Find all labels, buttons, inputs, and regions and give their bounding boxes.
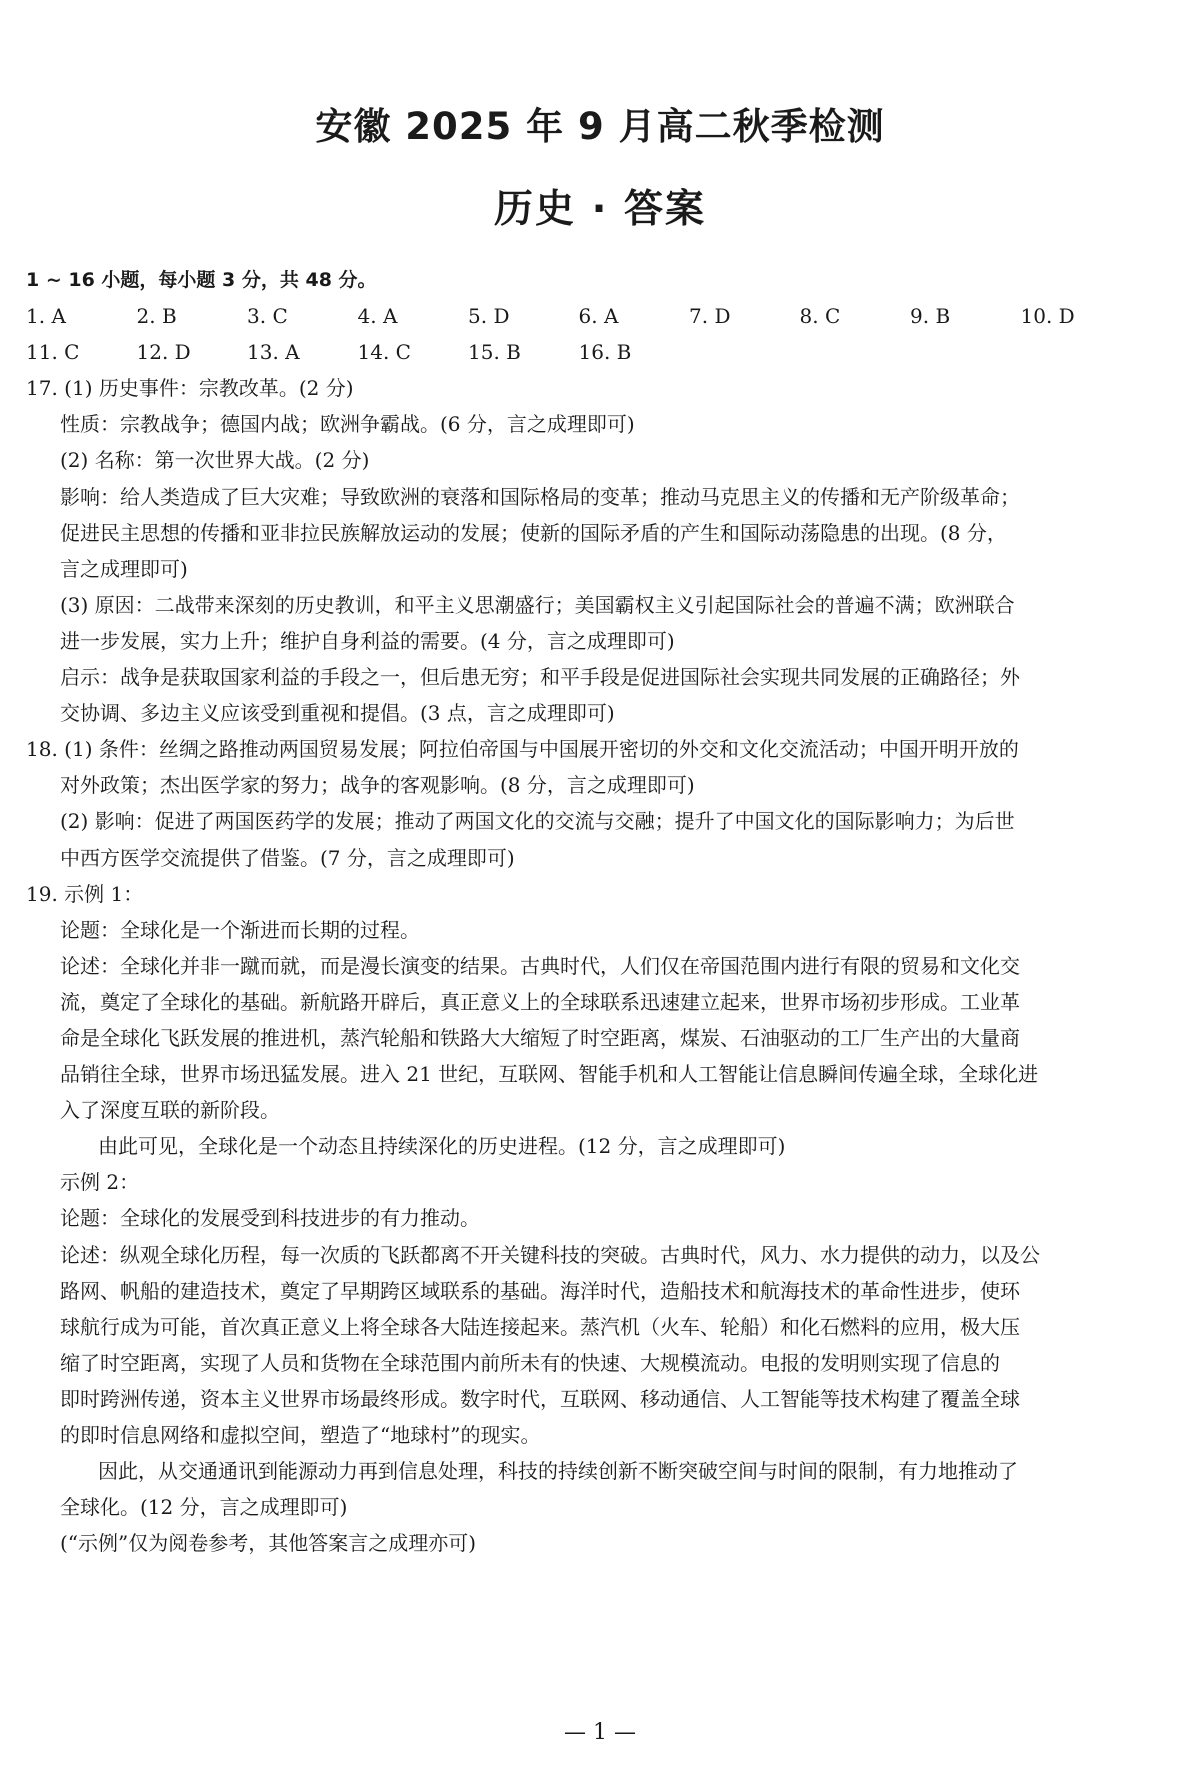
q19-line: 论述：全球化并非一蹴而就，而是漫长演变的结果。古典时代，人们仅在帝国范围内进行有限的贸易和文化交 <box>60 953 1020 978</box>
q18-line: (2) 影响：促进了两国医药学的发展；推动了两国文化的交流与交融；提升了中国文化的国际影响力；为后世 <box>60 809 1015 834</box>
q19-line: 19. 示例 1： <box>26 881 144 906</box>
mc-answer: 4. A <box>357 304 398 329</box>
q19-note: (“示例”仅为阅卷参考，其他答案言之成理亦可) <box>60 1531 477 1556</box>
q19-line: 的即时信息网络和虚拟空间，塑造了“地球村”的现实。 <box>60 1423 541 1447</box>
q19-line: 全球化。(12 分，言之成理即可) <box>60 1495 348 1520</box>
mc-answer: 8. C <box>799 304 841 329</box>
mc-answer: 6. A <box>578 304 619 329</box>
q19-line: 路网、帆船的建造技术，奠定了早期跨区域联系的基础。海洋时代，造船技术和航海技术的革命性进步，使环 <box>60 1278 1020 1303</box>
q17-line: 进一步发展，实力上升；维护自身利益的需要。(4 分，言之成理即可) <box>60 628 675 653</box>
mc-answer: 3. C <box>247 304 288 329</box>
mc-answer-row-2 <box>26 334 1176 370</box>
q17-line: (2) 名称：第一次世界大战。(2 分) <box>60 448 370 473</box>
q18-line: 18. (1) 条件：丝绸之路推动两国贸易发展；阿拉伯帝国与中国展开密切的外交和文化交流活动；中国开明开放的 <box>26 737 1019 762</box>
q19-line: 论题：全球化是一个渐进而长期的过程。 <box>60 917 420 942</box>
mc-answer: 5. D <box>468 304 510 329</box>
mc-answer: 1. A <box>26 304 66 329</box>
q19-line: 命是全球化飞跃发展的推进机，蒸汽轮船和铁路大大缩短了时空距离，煤炭、石油驱动的工厂生产出的大量商 <box>60 1025 1020 1050</box>
page-title: 安徽 2025 年 9 月高二秋季检测 <box>315 105 885 148</box>
q19-line: 由此可见，全球化是一个动态且持续深化的历史进程。(12 分，言之成理即可) <box>98 1134 786 1159</box>
q17-line: 启示：战争是获取国家利益的手段之一，但后患无穷；和平手段是促进国际社会实现共同发展的正确路径；外 <box>60 665 1020 690</box>
mc-instruction: 1 ~ 16 小题，每小题 3 分，共 48 分。 <box>26 269 377 291</box>
q19-line: 示例 2： <box>60 1170 140 1195</box>
page-number: — 1 — <box>564 1720 636 1745</box>
page-subtitle: 历史 · 答案 <box>494 187 706 232</box>
q17-line: 17. (1) 历史事件：宗教改革。(2 分) <box>26 376 354 401</box>
q17-line: 促进民主思想的传播和亚非拉民族解放运动的发展；使新的国际矛盾的产生和国际动荡隐患的出现。(8 分， <box>60 520 1007 545</box>
q19-line: 因此，从交通通讯到能源动力再到信息处理，科技的持续创新不断突破空间与时间的限制，有力地推动了 <box>98 1459 1018 1484</box>
answer-content <box>26 262 1176 1561</box>
q19-line: 论述：纵观全球化历程，每一次质的飞跃都离不开关键科技的突破。古典时代，风力、水力提供的动力，以及公 <box>60 1242 1040 1267</box>
q17-line: 言之成理即可) <box>60 556 188 581</box>
mc-answer-row-1 <box>26 298 1176 334</box>
q17-line: 性质：宗教战争；德国内战；欧洲争霸战。(6 分，言之成理即可) <box>60 412 635 437</box>
q18-line: 对外政策；杰出医学家的努力；战争的客观影响。(8 分，言之成理即可) <box>60 773 695 798</box>
q19-line: 即时跨洲传递，资本主义世界市场最终形成。数字时代，互联网、移动通信、人工智能等技术构建了覆盖全球 <box>60 1386 1020 1411</box>
q17-line: 交协调、多边主义应该受到重视和提倡。(3 点，言之成理即可) <box>60 701 615 726</box>
q19-line: 流，奠定了全球化的基础。新航路开辟后，真正意义上的全球联系迅速建立起来，世界市场初步形成。工业革 <box>60 989 1020 1014</box>
mc-answer: 7. D <box>689 304 731 329</box>
mc-answer: 2. B <box>136 304 177 329</box>
q18-line: 中西方医学交流提供了借鉴。(7 分，言之成理即可) <box>60 845 515 870</box>
mc-answer: 12. D <box>136 340 191 365</box>
mc-answer: 11. C <box>26 340 80 365</box>
q19-line: 球航行成为可能，首次真正意义上将全球各大陆连接起来。蒸汽机（火车、轮船）和化石燃料的应用，极大压 <box>60 1314 1020 1339</box>
q17-line: (3) 原因：二战带来深刻的历史教训，和平主义思潮盛行；美国霸权主义引起国际社会的普遍不满；欧洲联合 <box>60 592 1015 617</box>
q19-line: 入了深度互联的新阶段。 <box>60 1098 280 1123</box>
mc-answer: 9. B <box>910 304 951 329</box>
mc-answer: 15. B <box>468 340 521 365</box>
q19-line: 缩了时空距离，实现了人员和货物在全球范围内前所未有的快速、大规模流动。电报的发明则实现了信息的 <box>60 1350 1000 1375</box>
mc-answer: 16. B <box>578 340 632 365</box>
mc-answer: 14. C <box>357 340 411 365</box>
mc-answer: 10. D <box>1020 304 1075 329</box>
q19-line: 论题：全球化的发展受到科技进步的有力推动。 <box>60 1206 480 1231</box>
mc-answer: 13. A <box>247 340 300 365</box>
q17-line: 影响：给人类造成了巨大灾难；导致欧洲的衰落和国际格局的变革；推动马克思主义的传播和无产阶级革命； <box>60 484 1020 509</box>
q19-line: 品销往全球，世界市场迅猛发展。进入 21 世纪，互联网、智能手机和人工智能让信息瞬间传遍全球，全球化进 <box>60 1062 1039 1087</box>
